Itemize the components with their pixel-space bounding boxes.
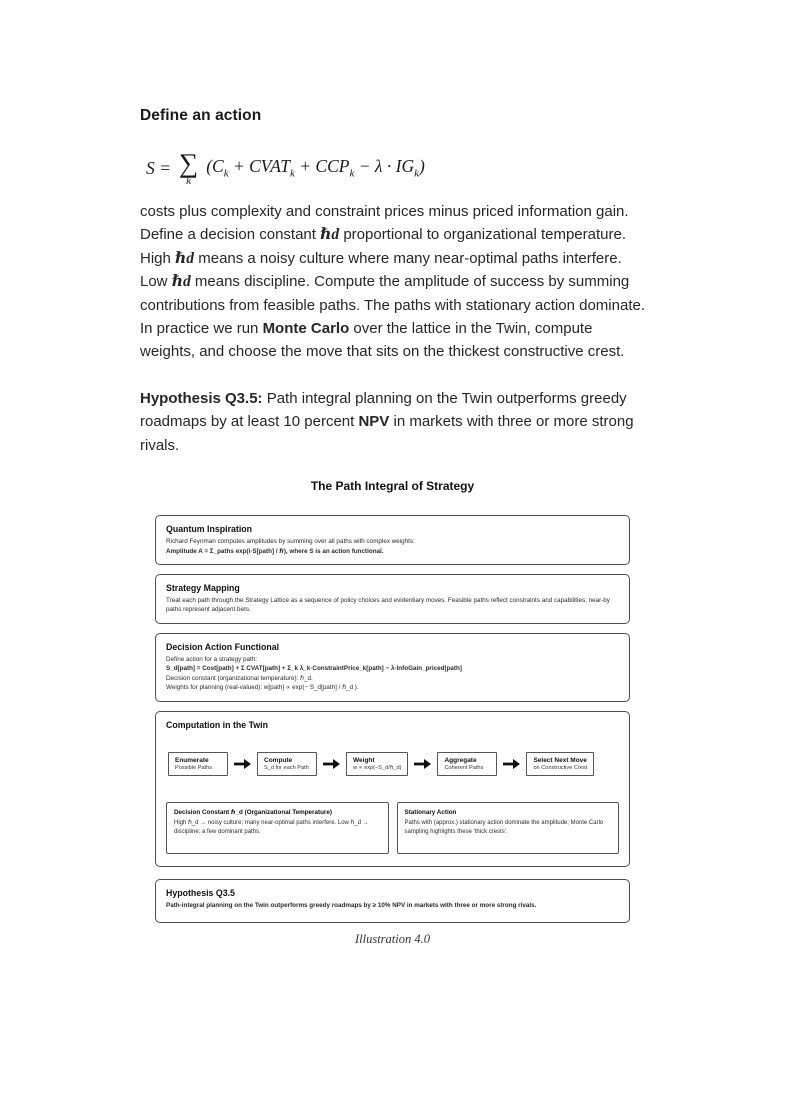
path-integral-figure bbox=[155, 479, 630, 947]
formula-term: − $\lambda \cdot IG_k$ bbox=[354, 156, 419, 180]
box-text-line: Define action for a strategy path: bbox=[166, 655, 258, 663]
arrow-right-icon bbox=[414, 759, 431, 769]
text-run: over the lattice in the Twin, compute weights, and choose the move that sits on the thickest constructive crest. bbox=[140, 320, 625, 361]
notes-row bbox=[166, 802, 619, 854]
text-run: proportional to organizational temperature. High bbox=[140, 226, 626, 267]
box-text-line: Decision constant (organizational temperature): ℏ_d. bbox=[166, 674, 313, 682]
box-title: Quantum Inspiration bbox=[166, 524, 253, 535]
decision-constant-symbol: ℏd bbox=[175, 249, 195, 267]
box-text-line: Amplitude A = Σ_paths exp(i·S[path] / ℏ), where S is an action functional. bbox=[166, 547, 384, 555]
box-title: Decision Action Functional bbox=[166, 641, 280, 652]
text-run: costs plus complexity and constraint prices minus priced information gain. Define a decision constant bbox=[140, 203, 629, 244]
text-run: Path integral planning on the Twin outperforms greedy roadmaps by at least 10 percent bbox=[140, 389, 627, 431]
arrow-right-icon bbox=[234, 759, 251, 769]
flowchart-row bbox=[168, 752, 617, 776]
action-formula bbox=[146, 150, 648, 186]
box-title: Hypothesis Q3.5 bbox=[166, 887, 235, 898]
note-decision-constant: Decision Constant ℏ_d (Organizational Temperature) High ℏ_d → noisy culture; many near-optimal paths interfere. Low ℏ_d → discipline; a few dominant paths. bbox=[166, 802, 389, 854]
box-text-line: Weights for planning (real-valued): w[path] ∝ exp(− S_d[path] / ℏ_d ). bbox=[166, 684, 359, 692]
arrow-right-icon bbox=[503, 759, 520, 769]
text-run: in markets with three or more strong rivals. bbox=[140, 413, 634, 454]
formula-term: ) bbox=[418, 156, 425, 177]
box-computation-in-twin bbox=[155, 711, 630, 867]
bold-run: NPV bbox=[358, 413, 390, 431]
box-hypothesis bbox=[155, 879, 630, 923]
decision-constant-symbol: ℏd bbox=[320, 226, 340, 244]
box-strategy-mapping bbox=[155, 574, 630, 624]
formula-lhs: S = bbox=[146, 157, 171, 178]
formula-term: ($C_k$ bbox=[206, 156, 229, 180]
flow-step-select-move: Select Next Move on Constructive Crest bbox=[526, 752, 594, 776]
box-decision-action-functional bbox=[155, 633, 630, 702]
hypothesis-label: Hypothesis Q3.5: bbox=[140, 389, 263, 407]
box-text-line: Richard Feynman computes amplitudes by summing over all paths with complex weights: bbox=[166, 538, 415, 546]
flow-step-enumerate: Enumerate Possible Paths bbox=[168, 752, 228, 776]
box-text-line: Treat each path through the Strategy Lattice as a sequence of policy choices and evidentiary moves. Feasible paths reflect constraints and capabilities; near-by paths represent adjacent bets. bbox=[166, 596, 610, 614]
summation-symbol: ∑ k bbox=[178, 148, 199, 187]
formula-term: + $CCP_k$ bbox=[294, 156, 355, 180]
paragraph-action-definition bbox=[140, 200, 648, 364]
box-title: Computation in the Twin bbox=[166, 719, 268, 730]
formula-term: + $CVAT_k$ bbox=[228, 156, 295, 180]
box-text-line: S_d[path] = Cost[path] + Σ CVAT[path] + Σ_k λ_k·ConstraintPrice_k[path] − λ·InfoGain_priced[path] bbox=[166, 665, 462, 673]
formula-rhs bbox=[206, 156, 425, 180]
bold-run: Monte Carlo bbox=[262, 320, 350, 338]
flow-step-aggregate: Aggregate Coherent Paths bbox=[437, 752, 497, 776]
flow-step-compute: Compute S_d for each Path bbox=[257, 752, 317, 776]
flow-step-weight: Weight w ∝ exp(−S_d/ℏ_d) bbox=[346, 752, 408, 776]
note-stationary-action: Stationary Action Paths with (approx.) stationary action dominate the amplitude; Monte Carlo sampling highlights these 'thick crests'. bbox=[397, 802, 620, 854]
decision-constant-symbol: ℏd bbox=[171, 273, 191, 291]
box-title: Strategy Mapping bbox=[166, 582, 240, 593]
figure-title: The Path Integral of Strategy bbox=[310, 479, 475, 494]
box-text-line: Path-integral planning on the Twin outperforms greedy roadmaps by ≥ 10% NPV in markets with three or more strong rivals. bbox=[166, 901, 537, 909]
section-heading: Define an action bbox=[140, 107, 262, 124]
box-quantum-inspiration bbox=[155, 515, 630, 565]
arrow-right-icon bbox=[323, 759, 340, 769]
paragraph-hypothesis bbox=[140, 387, 648, 457]
figure-caption: Illustration 4.0 bbox=[354, 931, 430, 946]
text-run: means a noisy culture where many near-optimal paths interfere. Low bbox=[140, 249, 622, 291]
text-run: means discipline. Compute the amplitude of success by summing contributions from feasible paths. The paths with stationary action dominate. In practice we run bbox=[140, 273, 645, 338]
